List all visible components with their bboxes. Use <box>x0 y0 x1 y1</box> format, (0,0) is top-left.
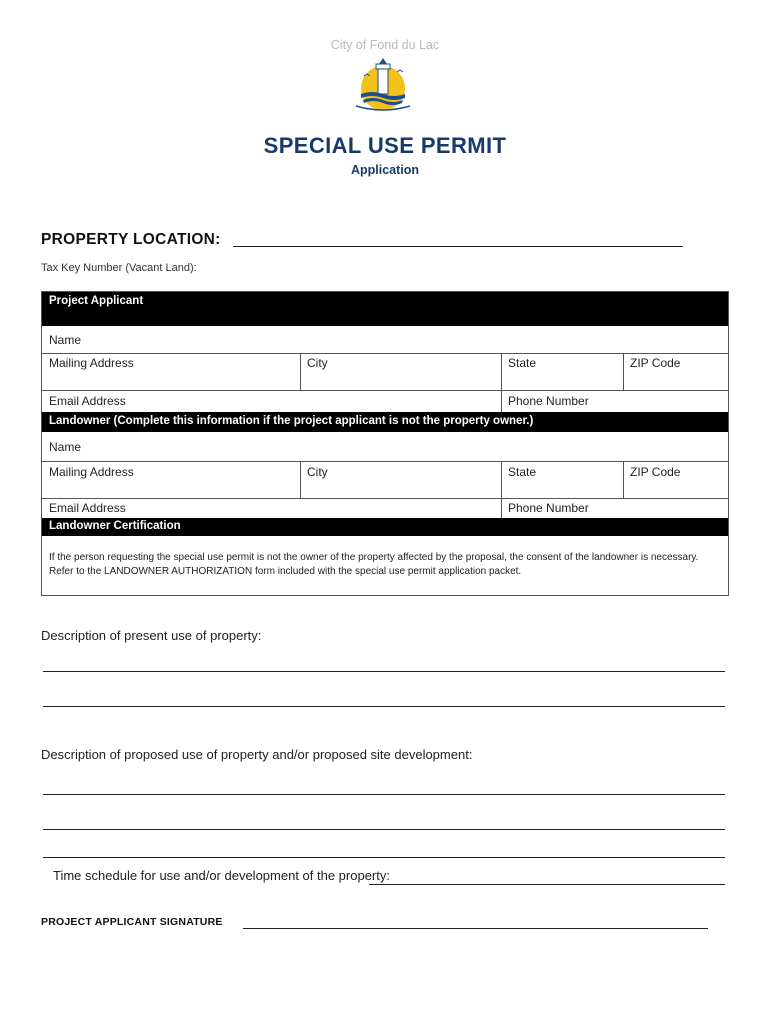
certification-text <box>49 551 719 579</box>
applicant-name-field[interactable]: Name <box>49 333 82 347</box>
landowner-state-field[interactable]: State <box>508 465 537 479</box>
landowner-mailing-address-field[interactable]: Mailing Address <box>49 465 134 479</box>
certification-line-1: If the person requesting the special use permit is not the owner of the property affected by the proposal, the consent of the landowner is necessary. <box>49 552 699 563</box>
landowner-zip-field[interactable]: ZIP Code <box>630 465 681 479</box>
signature-label: PROJECT APPLICANT SIGNATURE <box>41 916 223 928</box>
proposed-use-line-1[interactable] <box>43 794 725 795</box>
present-use-line-1[interactable] <box>43 671 725 672</box>
landowner-city-field[interactable]: City <box>307 465 328 479</box>
city-logo <box>350 56 416 114</box>
landowner-certification-header: Landowner Certification <box>42 518 728 536</box>
project-applicant-header: Project Applicant <box>42 292 728 326</box>
landowner-header: Landowner (Complete this information if the project applicant is not the property owner.) <box>42 412 728 432</box>
signature-line[interactable] <box>243 928 708 929</box>
applicant-city-field[interactable]: City <box>307 356 328 370</box>
schedule-label: Time schedule for use and/or development of the property: <box>53 868 390 883</box>
property-location-label: PROPERTY LOCATION: <box>41 231 221 248</box>
landowner-email-field[interactable]: Email Address <box>49 501 126 515</box>
applicant-phone-field[interactable]: Phone Number <box>508 394 589 408</box>
schedule-line[interactable] <box>369 884 725 885</box>
certification-line-2: Refer to the LANDOWNER AUTHORIZATION form included with the special use permit application packet. <box>49 566 522 577</box>
tax-key-label: Tax Key Number (Vacant Land): <box>41 262 197 274</box>
property-location-field[interactable] <box>233 246 683 247</box>
applicant-state-field[interactable]: State <box>508 356 537 370</box>
present-use-label: Description of present use of property: <box>41 628 262 643</box>
present-use-line-2[interactable] <box>43 706 725 707</box>
landowner-phone-field[interactable]: Phone Number <box>508 501 589 515</box>
applicant-email-field[interactable]: Email Address <box>49 394 126 408</box>
landowner-name-field[interactable]: Name <box>49 440 82 454</box>
city-name: City of Fond du Lac <box>330 38 440 52</box>
applicant-info-table <box>41 291 729 596</box>
form-subtitle: Application <box>350 163 420 177</box>
form-title: SPECIAL USE PERMIT <box>263 133 507 158</box>
applicant-zip-field[interactable]: ZIP Code <box>630 356 681 370</box>
applicant-mailing-address-field[interactable]: Mailing Address <box>49 356 134 370</box>
proposed-use-line-2[interactable] <box>43 829 725 830</box>
proposed-use-label: Description of proposed use of property and/or proposed site development: <box>41 747 473 762</box>
proposed-use-line-3[interactable] <box>43 857 725 858</box>
